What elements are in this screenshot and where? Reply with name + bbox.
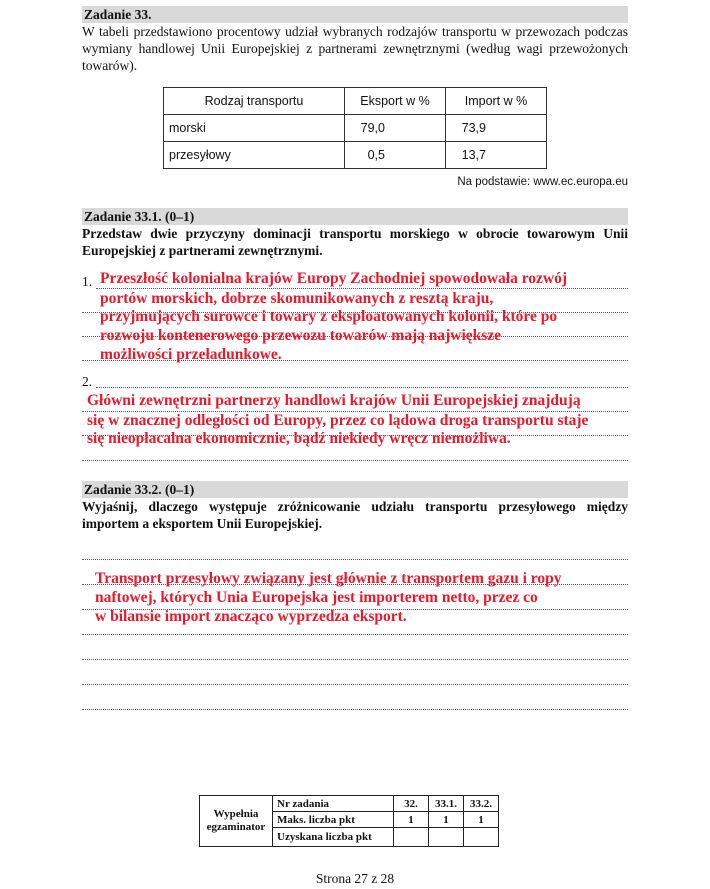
handwritten-answer: Główni zewnętrzni partnerzy handlowi krajów Unii Europejskiej znajdują [87,392,581,409]
handwritten-answer: w bilansie import znacząco wyprzedza eksport. [95,608,407,625]
obtained-points-cell[interactable] [429,828,464,847]
table-row [164,142,547,169]
task-33-1-header: Zadanie 33.1. (0–1) [82,208,628,225]
obtained-points-cell[interactable] [464,828,499,847]
table-cell: 79,0 [345,115,446,142]
examiner-label-line: egzaminator [206,821,266,833]
examiner-label-line: Wypełnia [213,808,259,820]
max-points: 1 [464,812,499,828]
table-header: Rodzaj transportu [164,88,345,115]
answer-line [82,659,628,660]
answer-1-number: 1. [82,274,93,289]
answer-line [82,559,628,560]
score-table [199,795,499,847]
answer-line [82,634,628,635]
max-points: 1 [429,812,464,828]
task-33-intro: W tabeli przedstawiono procentowy udział wybranych rodzajów transportu w przewozach podczas wymiany handlowej Unii Europejskiej z partnerami zewnętrznymi (według wagi przewożonych towarów). [82,24,628,73]
answer-2-number: 2. [82,374,93,389]
handwritten-answer: się w znacznej odległości od Europy, przez co lądowa droga transportu staje [87,412,589,429]
table-header-row [164,88,547,115]
handwritten-answer: portów morskich, dobrze skomunikowanych z resztą kraju, [100,290,494,307]
table-cell: morski [164,115,345,142]
handwritten-answer: naftowej, których Unia Europejska jest importerem netto, przez co [95,589,538,606]
handwritten-answer: rozwoju kontenerowego przewozu towarów mają największe [100,327,502,344]
handwritten-answer: się nieopłacalna ekonomicznie, bądź niekiedy wręcz niemożliwa. [87,430,511,447]
page-number: Strona 27 z 28 [315,871,395,886]
answer-line [82,709,628,710]
obtained-points-cell[interactable] [394,828,429,847]
task-number: 33.2. [464,796,499,812]
handwritten-answer: Przeszłość kolonialna krajów Europy Zachodniej spowodowała rozwój [100,270,568,287]
handwritten-answer: możliwości przeładunkowe. [100,346,282,363]
answer-line [82,460,628,461]
answer-line [96,387,628,388]
table-row [164,115,547,142]
task-33-2-header: Zadanie 33.2. (0–1) [82,481,628,498]
table-header: Import w % [446,88,547,115]
handwritten-answer: przyjmujących surowce i towary z eksploatowanych kolonii, które po [100,308,558,325]
task-33-2-question: Wyjaśnij, dlaczego występuje zróżnicowanie udziału transportu przesyłowego między importem a eksportem Unii Europejskiej. [82,499,628,531]
task-33-1-question: Przedstaw dwie przyczyny dominacji transportu morskiego w obrocie towarowym Unii Europejskiej z partnerami zewnętrznymi. [82,226,628,258]
task-number: 33.1. [429,796,464,812]
max-points: 1 [394,812,429,828]
table-cell: 73,9 [446,115,547,142]
examiner-label [200,796,273,847]
table-cell: 0,5 [345,142,446,169]
score-row-label: Uzyskana liczba pkt [273,828,394,847]
score-row-label: Maks. liczba pkt [273,812,394,828]
handwritten-answer: Transport przesyłowy związany jest głównie z transportem gazu i ropy [95,570,562,587]
task-33-header: Zadanie 33. [82,6,628,23]
table-cell: 13,7 [446,142,547,169]
transport-table [163,87,547,169]
task-number: 32. [394,796,429,812]
answer-line [82,684,628,685]
table-header: Eksport w % [345,88,446,115]
score-row-label: Nr zadania [273,796,394,812]
table-cell: przesyłowy [164,142,345,169]
source-note: Na podstawie: www.ec.europa.eu [457,176,628,188]
